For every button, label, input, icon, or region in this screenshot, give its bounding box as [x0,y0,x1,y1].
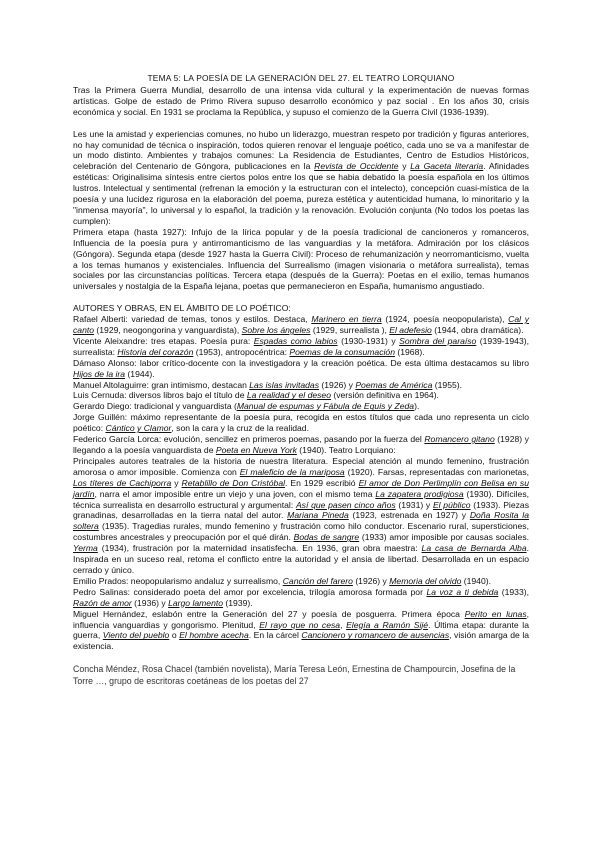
work-title: Los títeres de Cachiporra [73,477,172,488]
text-run: (1930-1931) y [337,335,400,346]
work-title: La Gaceta literaria [410,161,484,172]
work-title: Yerma [73,543,98,554]
paragraph-spacer [73,118,529,129]
text-run: (1920). Farsas, representadas con marionetas, [344,466,530,477]
text-run: (1968). [394,346,425,357]
text-run: , narra el amor imposible entre un viejo y una joven, con el mismo tema [94,488,376,499]
work-title: Razón de amor [73,597,132,608]
work-title: Largo lamento [168,597,224,608]
text-run: . Inspirada en un suceso real, retoma el conflicto entre la autoridad y el ansia de libertad. Desarrollada en un espacio cerrado y único. [73,543,529,575]
text-run: (1926) y [352,575,390,586]
entry-federico-garcia-lorca [73,434,529,456]
work-title: Mariana Pineda [287,510,349,521]
paragraph-stages: Primera etapa (hasta 1927): Infujo de la lírica popular y de la poesía tradicional de cancioneros y romanceros, Influencia de la poesía pura y antirromanticismo de las vanguardias y la metáfora. Admiración por los clásicos (Góngora). Segunda etapa (desde 1927 hasta la Guerra Civil): Proceso de rehumanización y neorromanticismo, vuelta a los temas humanos y existenciales. Influencia del Surrealismo (imagen visionaria o metáfora surrealista), temas sociales por las circunstancias políticas. Tercera etapa (después de la Guerra): Poetas en el exilio, temas humanos universales y nostalgia de la España lejana, poetas que permanecieron en España, humanismo angustiado. [73,226,529,292]
entry-miguel-hernandez [73,609,529,653]
work-title: La realidad y el deseo [246,390,331,401]
entry-lorca-theatre [73,456,529,576]
work-title: La voz a ti debida [426,586,499,597]
work-title: El público [432,499,471,510]
text-run: (1929, surrealista ), [310,325,390,336]
work-title: El hombre acecha [179,630,249,641]
work-title: Romancero gitano [424,434,495,445]
text-run: (1933), [498,586,529,597]
text-run: Pedro Salinas: considerado poeta del amor por excelencia, trilogía amorosa formada por [73,586,427,597]
text-run: (1939). [223,597,253,608]
work-title: Manual de espumas y Fábula de Equis y Zeda [236,401,415,412]
text-run: (1940). Teatro Lorquiano: [296,445,396,455]
entry-manuel-altolaguirre [73,380,529,391]
text-run: (1939-1943), surrealista: [73,335,529,357]
document-body [73,73,529,687]
text-run: (1936) y [131,597,169,608]
work-title: Cántico y Clamor [105,423,172,434]
work-title: Poeta en Nueva York [215,445,297,455]
work-title: El maleficio de la mariposa [239,466,345,477]
text-run: ). [414,401,420,412]
text-run: (1933) amor imposible por causas sociales. [359,532,529,543]
entry-damaso-alonso [73,358,529,380]
text-run: Vicente Aleixandre: tres etapas. Poesía pura: [73,335,254,346]
text-run: . Afinidades estéticas: Originalisima síntesis entre ciertos polos entre los que se habia debatido la poesía española en los últimos lustros. Intelectual y sentimental (refrenan la emoción y la estructuran con el intelecto), concepción cuasi-mística de la poesía y una lucidez rigurosa en la elaboración del poema, pureza estética y autenticidad humana, lo minoritario y la "inmensa mayoría", lo universal y lo español, la tradición y la renovación. Evolución conjunta (No todos los poetas las cumplen): [73,161,530,226]
paragraph-historical-context: Tras la Primera Guerra Mundial, desarrollo de una intensa vida cultural y la experimentación de nuevas formas artísticas. Golpe de estado de Primo Rivera supuso desarrollo económico y paz social . En los años 30, crisis económica y social. En 1931 se proclama la República, y supuso el comienzo de la Guerra Civil (1936-1939). [73,84,529,117]
work-title: La casa de Bernarda Alba [421,543,527,554]
work-title: Marinero en tierra [311,314,382,325]
work-title: Elegía a Ramón Sijé [346,619,429,630]
entry-luis-cernuda [73,390,529,401]
text-run: Jorge Guillén: máximo representante de la poesía pura, recogida en estos títulos que cada uno representa un ciclo poético: [73,412,529,434]
work-title: Historia del corazón [117,346,194,357]
entry-jorge-guillen [73,412,529,434]
text-run: . En 1929 escribió [285,477,359,488]
text-run: Emilio Prados: neopopularismo andaluz y surrealismo, [73,575,283,586]
entry-gerardo-diego [73,401,529,412]
text-run: , visión amarga de la existencia. [73,630,530,652]
text-run: (versión definitiva en 1964). [330,390,439,401]
text-run: (1955). [432,379,463,390]
work-title: Bodas de sangre [293,532,360,543]
text-run: Luis Cernuda: diversos libros bajo el título de [73,390,247,401]
text-run: (1930). Difíciles, técnica surrealista en desarrollo estructural y argumental: [73,488,529,510]
text-run: (1931) y [395,499,433,510]
entry-rafael-alberti [73,314,529,336]
work-title: Sobre los ángeles [241,325,311,336]
work-title: El rayo que no cesa [259,619,341,630]
work-title: El amor de Don Perlimplín con Belisa en su jardín [73,477,530,499]
paragraph-generation-features [73,129,529,227]
text-run: (1944). [125,368,155,379]
text-run: Federico García Lorca: evolución, sencillez en primeros poemas, pasando por la fuerza del [73,434,425,445]
text-run: (1928) y llegando a la poesía vanguardista de [73,434,529,455]
text-run: Dámaso Alonso: labor crítico-docente con la investigadora y la creación poética. De esta última destacamos su libro [73,357,529,368]
text-run: y [398,161,411,172]
text-run: . En la cárcel [248,630,302,641]
work-title: Doña Rosita la soltera [73,510,529,532]
paragraph-spacer [73,652,529,663]
document-title: TEMA 5: LA POESÍA DE LA GENERACIÓN DEL 27. EL TEATRO LORQUIANO [147,73,455,83]
text-run: (1923, estrenada en 1927) y [348,510,470,521]
work-title: Retablillo de Don Cristóbal [181,477,286,488]
work-title: Cancionero y romancero de ausencias [301,630,450,641]
entry-vicente-aleixandre [73,336,529,358]
text-run: Manuel Altolaguirre: gran intimismo, destacan [73,379,250,390]
text-run: Rafael Alberti: variedad de temas, tonos y estilos. Destaca, [73,314,312,325]
text-run: Principales autores teatrales de la historia de nuestra literatura. Especial atención al mundo femenino, frustración amorosa o amor imposible. Comienza con [73,455,529,477]
text-run: (1926) y [319,379,356,390]
paragraph-spacer [73,292,529,303]
heading-authors-and-works: AUTORES Y OBRAS, EN EL ÁMBITO DE LO POÉTICO: [73,303,291,314]
work-title: Canción del farero [282,575,353,586]
work-title: Viento del pueblo [102,630,170,641]
text-run: (1944, obra dramática). [431,325,524,336]
text-run: (1940). [461,575,491,586]
text-run: , son la cara y la cruz de la realidad. [171,423,309,434]
text-run: (1933). Piezas granadinas, desarrolladas en la tierra natal del autor. [73,499,529,521]
work-title: Poemas de América [355,379,433,390]
work-title: Poemas de la consumación [289,346,395,357]
text-run: (1924, poesía neopopularista), [381,314,509,325]
work-title: La zapatera prodigiosa [375,488,464,499]
work-title: Revista de Occidente [314,161,399,172]
text-run: , influencia vanguardias y gongorismo. Plenitud, [73,608,530,630]
entry-pedro-salinas [73,587,529,609]
text-run: Miguel Hernández, eslabón entre la Generación del 27 y poesía de posguerra. Primera época [73,608,465,619]
text-run: o [169,630,180,641]
work-title: Sombra del paraíso [399,335,477,346]
work-title: Hijos de la ira [73,368,126,379]
work-title: Memoria del olvido [389,575,462,586]
text-run: y [171,477,182,488]
text-run: (1935). Tragedias rurales, mundo femenino y frustración como hilo conductor. Escenario rural, supersticiones, costumbres ancestrales y preocupación por el qué dirán. [73,521,529,543]
text-run: (1953), antropocéntrica: [193,346,290,357]
paragraph-women-writers: Concha Méndez, Rosa Chacel (también novelista), María Teresa León, Ernestina de Champourcin, Josefina de la Torre …, grupo de escritoras coetáneas de los poetas del 27 [73,664,516,687]
work-title: El adefesio [389,325,432,336]
work-title: Cal y canto [73,314,529,336]
work-title: Perito en lunas [464,608,527,619]
text-run: , [340,619,347,630]
work-title: Así que pasen cinco años [295,499,396,510]
text-run: (1934), frustración por la maternidad insatisfecha. En 1936, gran obra maestra: [97,543,422,554]
text-run: Gerardo Diego: tradicional y vanguardista ( [73,401,237,412]
text-run: Les une la amistad y experiencias comunes, no hubo un liderazgo, muestran respeto por tradición y figuras anteriores, no hay comunidad de técnica o inspiración, todos quieren renovar el lenguaje poético, cada uno se va a manifestar de un modo distinto. Ambientes y trabajos comunes: La Residencia de Estudiantes, Centro de Estudios Históricos, celebración del Centenario de Góngora, publicaciones en la [73,128,529,172]
entry-emilio-prados [73,576,529,587]
work-title: Espadas como labios [253,335,338,346]
text-run: (1929, neogongorina y vanguardista), [94,325,242,336]
text-run: . Última etapa: durante la guerra, [73,619,529,641]
work-title: Las islas invitadas [249,379,320,390]
